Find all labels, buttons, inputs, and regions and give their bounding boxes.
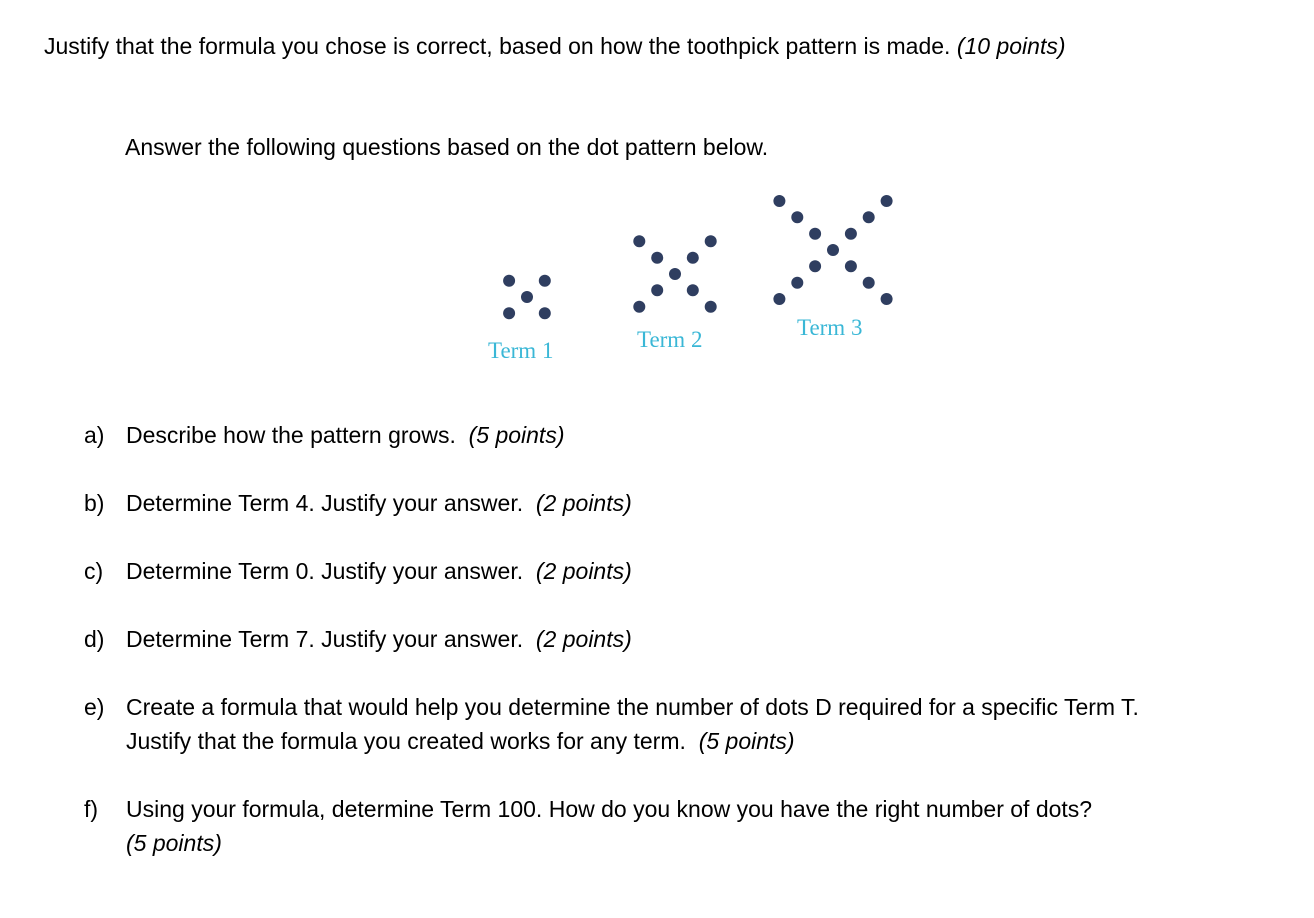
term-1-dots — [503, 275, 551, 320]
term-3-dot — [863, 277, 875, 289]
term-1-dot — [503, 275, 515, 287]
term-1-dot — [539, 275, 551, 287]
term-2-dot — [687, 284, 699, 296]
term-2-dot — [705, 235, 717, 247]
term-2-dot — [651, 284, 663, 296]
question-text: Determine Term 7. Justify your answer. — [126, 626, 524, 652]
term-1-dot — [521, 291, 533, 303]
term-3-dot — [773, 293, 785, 305]
term-3-dot — [791, 277, 803, 289]
term-2-dot — [633, 301, 645, 313]
term-1-dot — [539, 307, 551, 319]
question-text: Describe how the pattern grows. — [126, 422, 456, 448]
term-3-dot — [845, 228, 857, 240]
question-letter: c) — [84, 558, 104, 584]
term-2-label: Term 2 — [637, 327, 703, 352]
term-2-dot — [705, 301, 717, 313]
term-3-dot — [773, 195, 785, 207]
term-1-label: Term 1 — [488, 338, 554, 363]
question-letter: a) — [84, 422, 105, 448]
term-3-dot — [863, 211, 875, 223]
term-3-dot — [881, 195, 893, 207]
question-text-line-2: Justify that the formula you created works for any term. — [126, 728, 686, 754]
term-2-dot — [687, 252, 699, 264]
term-2-dots — [633, 235, 716, 312]
term-3-dot — [809, 228, 821, 240]
question-letter: b) — [84, 490, 105, 516]
question-points: (2 points) — [535, 490, 632, 516]
dot-pattern-figure — [470, 190, 930, 380]
instruction-points: (10 points) — [956, 33, 1066, 59]
question-points: (5 points) — [698, 728, 795, 754]
question-letter: e) — [84, 694, 105, 720]
term-2-dot — [633, 235, 645, 247]
term-3-dot — [809, 260, 821, 272]
term-3-label: Term 3 — [797, 315, 863, 340]
intro-text: Answer the following questions based on the dot pattern below. — [125, 134, 769, 160]
term-3-dot — [845, 260, 857, 272]
instruction-text: Justify that the formula you chose is correct, based on how the toothpick pattern is made. — [44, 33, 951, 59]
question-text: Determine Term 0. Justify your answer. — [126, 558, 524, 584]
term-3-dots — [773, 195, 892, 305]
term-3-dot — [791, 211, 803, 223]
instruction-line — [44, 31, 1066, 61]
term-2-dot — [669, 268, 681, 280]
question-points: (5 points) — [468, 422, 565, 448]
question-text: Using your formula, determine Term 100. How do you know you have the right number of dots? — [126, 796, 1093, 822]
question-points: (5 points) — [126, 830, 222, 856]
question-text: Determine Term 4. Justify your answer. — [126, 490, 524, 516]
question-text-line-1: Create a formula that would help you determine the number of dots D required for a specific Term T. — [126, 694, 1139, 720]
term-3-dot — [827, 244, 839, 256]
question-letter: d) — [84, 626, 105, 652]
term-3-dot — [881, 293, 893, 305]
question-points: (2 points) — [535, 626, 632, 652]
term-2-dot — [651, 252, 663, 264]
question-letter: f) — [84, 796, 99, 822]
question-points: (2 points) — [535, 558, 632, 584]
term-1-dot — [503, 307, 515, 319]
